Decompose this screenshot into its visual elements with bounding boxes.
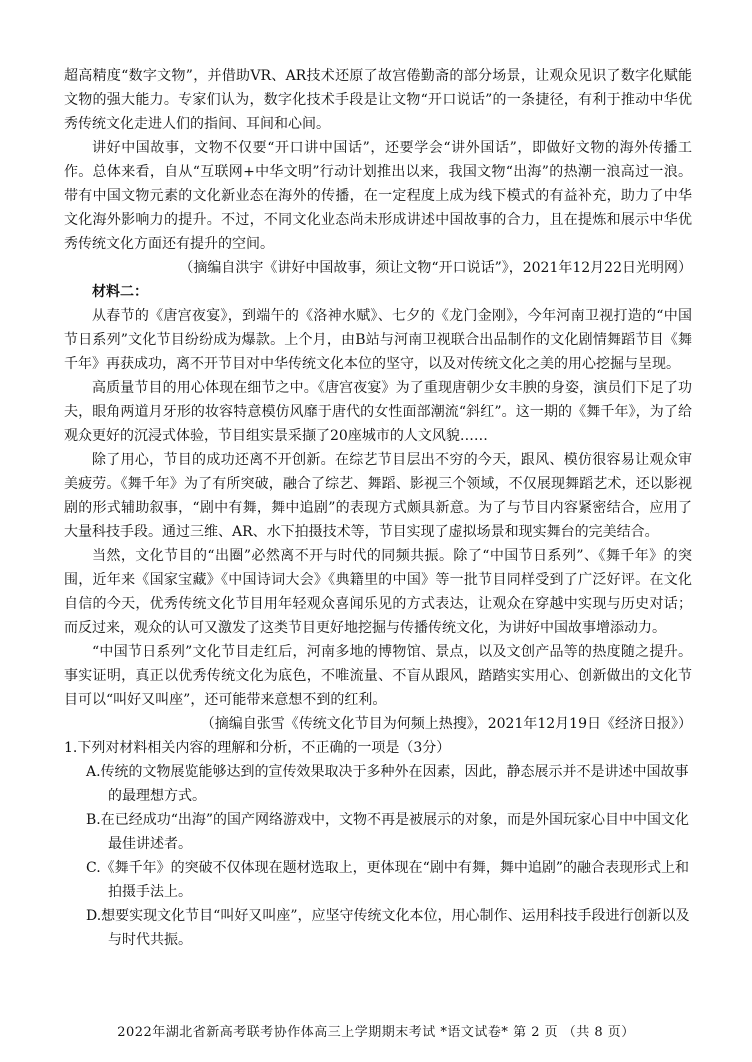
paragraph-m2-5: “中国节日系列”文化节目走红后，河南多地的博物馆、景点，以及文创产品等的热度随之提升。事实证明，真正以优秀传统文化为底色，不唯流量、不盲从跟风，踏踏实实用心、创新做出的文化节目可以“叫好又叫座”，还可能带来意想不到的红利。 (64, 644, 692, 708)
material-2-heading: 材料二： (92, 284, 148, 300)
paragraph-foreign-spread: 讲好中国故事，文物不仅要“开口讲中国话”，还要学会“讲外国话”，即做好文物的海外传播工作。总体来看，自从“互联网+中华文明”行动计划推出以来，我国文物“出海”的热潮一浪高过一浪。带有中国文物元素的文化新业态在海外的传播，在一定程度上成为线下模式的有益补充，助力了中华文化海外影响力的提升。不过，不同文化业态尚未形成讲述中国故事的合力，且在提炼和展示中华优秀传统文化方面还有提升的空间。 (64, 140, 692, 252)
question-1-option-c: C.《舞千年》的突破不仅体现在题材选取上，更体现在“剧中有舞，舞中追剧”的融合表现形式上和拍摄手法上。 (86, 860, 689, 900)
source-citation-1: （摘编自洪宇《讲好中国故事，须让文物“开口说话”》，2021年12月22日光明网） (179, 260, 692, 276)
paragraph-m2-2: 高质量节目的用心体现在细节之中。《唐宫夜宴》为了重现唐朝少女丰腴的身姿，演员们下足了功夫，眼角两道月牙形的妆容特意模仿风靡于唐代的女性面部潮流“斜红”。这一期的《舞千年》，为了给观众更好的沉浸式体验，节目组实景采撷了20座城市的人文风貌…… (64, 380, 692, 444)
paragraph-continued: 超高精度“数字文物”，并借助VR、AR技术还原了故宫倦勤斋的部分场景，让观众见识了数字化赋能文物的强大能力。专家们认为，数字化技术手段是让文物“开口说话”的一条捷径，有利于推动中华优秀传统文化走进人们的指间、耳间和心间。 (64, 68, 692, 132)
question-1-option-b: B.在已经成功“出海”的国产网络游戏中，文物不再是被展示的对象，而是外国玩家心目中中国文化最佳讲述者。 (86, 812, 690, 852)
source-citation-2: （摘编自张雪《传统文化节目为何频上热搜》，2021年12月19日《经济日报》） (200, 716, 692, 732)
paragraph-m2-3: 除了用心，节目的成功还离不开创新。在综艺节目层出不穷的今天，跟风、模仿很容易让观众审美疲劳。《舞千年》为了有所突破，融合了综艺、舞蹈、影视三个领域，不仅展现舞蹈艺术，还以影视剧的形式辅助叙事，“剧中有舞，舞中追剧”的表现方式颇具新意。为了与节目内容紧密结合，应用了大量科技手段。通过三维、AR、水下拍摄技术等，节目实现了虚拟场景和现实舞台的完美结合。 (64, 452, 692, 540)
page-footer: 2022年湖北省新高考联考协作体高三上学期期末考试 *语文试卷* 第 2 页 （共 8 页） (117, 1025, 635, 1040)
paragraph-m2-4: 当然，文化节目的“出圈”必然离不开与时代的同频共振。除了“中国节日系列”、《舞千年》的突围，近年来《国家宝藏》《中国诗词大会》《典籍里的中国》等一批节目同样受到了广泛好评。在文化自信的今天，优秀传统文化节目用年轻观众喜闻乐见的方式表达，让观众在穿越中实现与历史对话；而反过来，观众的认可又激发了这类节目更好地挖掘与传播传统文化，为讲好中国故事增添动力。 (64, 548, 692, 636)
question-1-stem: 1.下列对材料相关内容的理解和分析，不正确的一项是（3分） (64, 740, 451, 756)
question-1-option-d: D.想要实现文化节目“叫好又叫座”，应坚守传统文化本位，用心制作、运用科技手段进行创新以及与时代共振。 (86, 908, 690, 948)
paragraph-m2-1: 从春节的《唐宫夜宴》，到端午的《洛神水赋》、七夕的《龙门金刚》，今年河南卫视打造的“中国节日系列”文化节目纷纷成为爆款。上个月，由B站与河南卫视联合出品制作的文化剧情舞蹈节目《舞千年》再获成功，离不开节目对中华传统文化本位的坚守，以及对传统文化之美的用心挖掘与呈现。 (64, 308, 692, 372)
question-1-option-a: A.传统的文物展览能够达到的宣传效果取决于多种外在因素，因此，静态展示并不是讲述中国故事的最理想方式。 (86, 764, 689, 804)
